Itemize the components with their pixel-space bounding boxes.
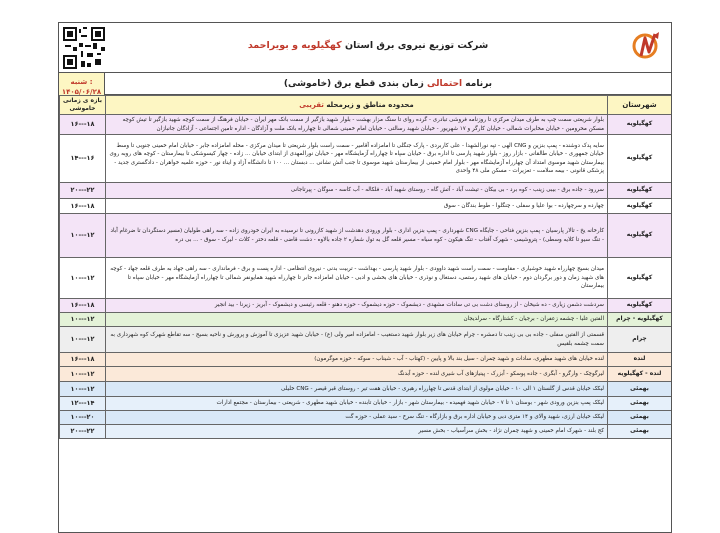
outage-schedule-sheet	[58, 22, 672, 533]
row-area: سایه پدک دوشنده - پمپ بنزین و CNG الهی - تپه نورالشهدا - علی کاربردی - پارک جنگلی تا امامزاده آقامیر - سمت راست بلوار شریعتی تا میدان مرکزی - محله امامزاده جابر - خیابان امام خمینی جنوبی تا وسط خیابان جمهوری - خیابان طالقانی - بازار روز - بلوار شهید پارسی تا اداره برق - خیابان سپاه تا چهارراه آزمایشگاه مهر - خیابان نورالمهدی از ابتدای خیابان ... زاده - چهار کیسوشکی تا بیمارستان - کوچه های روبه روی بیمارستان شهید موسوی امتداد آن چهارراه آزمایشگاه مهر - بلوار امام خمینی از بیمارستان شهید موسوی تا جنب آتش نشانی ... دبستان ... ۱۰۰ تا دانشگاه آزاد و ایناء نور - حوزه علمیه خواهران - دادگستری جدید - پزشکی قانونی - بیمه سلامت - تعزیرات - مسکن ملی ۴۸ واحدی	[106, 135, 608, 183]
row-time: ۱۰---۱۲	[60, 214, 106, 258]
row-time: ۲۰---۲۲	[60, 183, 106, 199]
row-time: ۱۴---۱۶	[60, 135, 106, 183]
row-city: چرام	[608, 327, 672, 353]
row-time: ۱۶---۱۸	[60, 199, 106, 214]
row-area: لنده خیابان های شهید مطهری، سادات و شهید چمران - سیل بند بالا و پایین - (کهتاب - آب - شیناب - سوکه - حوزه موگرمون)	[106, 353, 608, 367]
table-row	[60, 199, 672, 214]
table-row	[60, 183, 672, 199]
header-time: بازه ی زمانی خاموشی	[60, 96, 106, 115]
table-header-row	[60, 96, 672, 115]
table-row	[60, 425, 672, 439]
row-area: لیرگوچک - وارگرو - آبگری - جاده پوسکو - آبزرک - پینیازهای آب شیری لنده - حوزه آبدنگ	[106, 367, 608, 382]
table-row	[60, 135, 672, 183]
table-row	[60, 353, 672, 367]
row-city: لنده - کهگیلویه	[608, 367, 672, 382]
row-area: لیکک خیابان ارزی، شهید والای و ۱۴ متری دبی و خیابان اداره برق و بازارگاه - تنگ سرخ - سید عملی - حوزه گت	[106, 411, 608, 425]
row-city: بهمئی	[608, 397, 672, 411]
row-city: کهگیلویه	[608, 199, 672, 214]
row-time: ۲۰---۲۲	[60, 425, 106, 439]
subtitle-highlight: احتمالی	[427, 79, 463, 89]
subtitle-prefix: برنامه	[465, 79, 493, 89]
row-time: ۱۰---۱۲	[60, 382, 106, 397]
row-time: ۱۰---۱۲	[60, 313, 106, 327]
row-area: کارخانه یخ - تالار پارسیان - پمپ بنزین فتاحی - جایگاه CNG شهرداری - پمپ بنزین اداری - بلوار ورودی دهدشت از شهید کازرونی تا نرسیده به ایران خودروی زاده - سه راهی طولیان (مسیر دستگردان تا ضرغام آباد - تنگ سیو تا کلایه وسطی) - پتروشیمی - شهرک آفتاب - تنگ هیکون - کوه سیاه - مسیر قلعه گل به تول شماره ۲ جاده بالاوه - دشت قاضی - قلعه دختر - کلات - لیرک - سوق - ... بی دره	[106, 214, 608, 258]
utility-logo-icon	[631, 28, 665, 68]
row-city: کهگیلویه	[608, 299, 672, 313]
table-row	[60, 367, 672, 382]
table-row	[60, 214, 672, 258]
document-header	[59, 23, 671, 73]
row-time: ۱۲---۱۴	[60, 397, 106, 411]
table-row	[60, 299, 672, 313]
row-city: کهگیلویه	[608, 115, 672, 135]
row-time: ۱۶---۱۸	[60, 299, 106, 313]
row-city: کهگیلویه	[608, 258, 672, 299]
row-area: چهارده و سرچهارده - بوا علیا و سفلی - چنگلوا - طوط بندگان - سوق	[106, 199, 608, 214]
row-city: کهگیلویه - چرام	[608, 313, 672, 327]
row-city: بهمئی	[608, 382, 672, 397]
header-area-highlight: تقریبی	[299, 100, 324, 109]
table-row	[60, 382, 672, 397]
row-city: بهمئی	[608, 425, 672, 439]
row-area: الفتین علیا - چشمه زعفران - برجیان - کشتارگاه - سرلدیجان	[106, 313, 608, 327]
row-time: ۱۰---۲۰	[60, 411, 106, 425]
row-city: کهگیلویه	[608, 183, 672, 199]
row-area: بلوار شریعتی سمت چپ به طرف میدان مرکزی تا روزنامه فروشی تبادری - گرده روای تا سنگ مزار بهشت - بلوار شهید بازگیر از سمت بانک مهر ایران - خیابان فرهنگ از سمت کوچه شهید بازگیر تا تیش کوچه مسکن محرومین - خیابان مخابرات شمالی - خیابان کارگر و ۱۷ شهریور - خیابان شهید رسالتی - خیابان امام خمینی شمالی تا چهارراه بانک ملت و آزادگان - اداره تامین اجتماعی - آزادگان جانبازان	[106, 115, 608, 135]
row-area: میدان بسیج چهارراه شهید خوشیاری - مقاومت - سمت راست شهید داوودی - بلوار شهید پارسی - بهداشت - تربیت بدنی - نیروی انتظامی - اداره پست و برق - فرمانداری - سه راهی جهاد به طرف قلعه جهاد - کوچه های شهید زمان و دور برگردان دوم - خیابان های شهید رستمی، دستغال و نوذری - خیابان های بخشی و ادبی - خیابان امامزاده جابر تا چهارراه شهید همایونفر شمالی تا چهارراه آزمایشگاه مهر - خیابان سپاه تا بیمارستان	[106, 258, 608, 299]
table-row	[60, 258, 672, 299]
header-area	[106, 96, 608, 115]
table-row	[60, 115, 672, 135]
company-title-province: کهگیلویه و بویراحمد	[247, 40, 342, 51]
row-area: کج بلند - شهرک امام خمینی و شهید چمران نژاد - بخش سرآسیاب - بخش مسیر	[106, 425, 608, 439]
row-time: ۱۰---۱۲	[60, 258, 106, 299]
table-row	[60, 313, 672, 327]
row-time: ۱۶---۱۸	[60, 115, 106, 135]
qr-code-icon	[63, 27, 105, 69]
table-row	[60, 411, 672, 425]
row-time: ۱۰---۱۲	[60, 367, 106, 382]
subtitle-suffix: زمان بندی قطع برق (خاموشی)	[283, 79, 424, 89]
outage-table	[59, 95, 672, 439]
header-area-prefix: محدوده مناطق و زیرمحله	[326, 100, 414, 109]
row-city: بهمئی	[608, 411, 672, 425]
table-row	[60, 397, 672, 411]
row-area: لیکک خیابان قدس از گلستان ۱ الی ۱۰ - خیابان مولوی از ابتدای قدس تا چهارراه رهبری - خیابان هفت تیر - روستای قبر قیصر - CNG خلیلی	[106, 382, 608, 397]
company-title-prefix: شرکت توزیع نیروی برق استان	[344, 40, 489, 51]
day-label: شنبه :	[70, 78, 93, 86]
row-time: ۱۶---۱۸	[60, 353, 106, 367]
header-city: شهرستان	[608, 96, 672, 115]
row-area: سردشت دشمن زیاری - ده شیخان - از روستای دشت بی تی سادات مشهدی - دیشموک - حوزه دیشموک - حوزه دهنو - قلعه رئیسی و دیشموک - آبریز - زیرنا - بید انجیر	[106, 299, 608, 313]
date-label: ۱۴۰۵/۰۶/۲۸	[61, 88, 102, 96]
table-row	[60, 327, 672, 353]
row-city: کهگیلویه	[608, 214, 672, 258]
company-title	[109, 40, 627, 51]
schedule-subtitle	[105, 73, 671, 95]
row-area: سررود - جاده برق - بیبی زینب - کوه برد - بی بیکان - تیشت آباد - آتش گاه - روستای شهید آباد - فلکاله - آب کاسه - سوگان - پیرتاجانی	[106, 183, 608, 199]
row-time: ۱۰---۱۲	[60, 327, 106, 353]
row-area: قسمتی از الفتین سفلی - جاده بی بی زینب تا دمشره - چرام خیابان های زیر بلوار شهید دستغیب - امامزاده امیر ولی (ع) - خیابان شهید عزیزی تا آموزش و پرورش و ناحیه بسیج - سه تقاطع شهرک کوه شهرداری به سمت چشمه بلقیس	[106, 327, 608, 353]
row-city: لنده	[608, 353, 672, 367]
row-area: لیکک پمپ بنزین ورودی شهر - بوستان ۱ تا ۷ - خیابان شهید فهمیده - بیمارستان شهر - بازار - خیابان تابنده - خیابان شهید مطهری - شریعتی - بیمارستان - مجتمع ادارات	[106, 397, 608, 411]
row-city: کهگیلویه	[608, 135, 672, 183]
